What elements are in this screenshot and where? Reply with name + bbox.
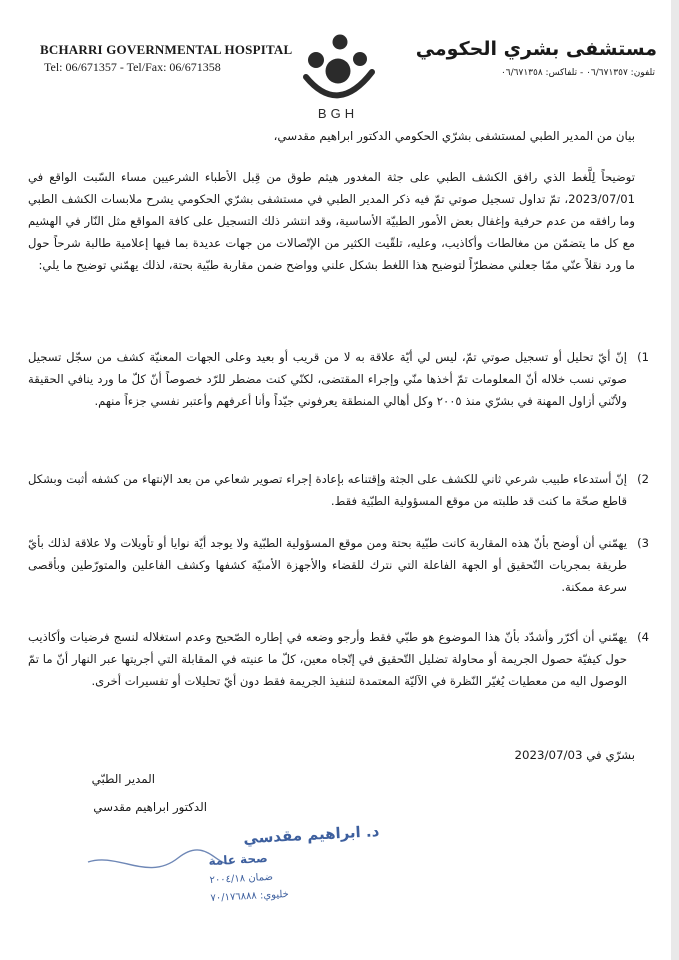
- item-number: 3): [637, 536, 649, 550]
- signature-place-date: بشرّي في 2023/07/03: [514, 748, 635, 762]
- signature-name: الدكتور ابراهيم مقدسي: [93, 800, 207, 814]
- stamp-name: د. ابراهيم مقدسي: [242, 822, 380, 848]
- logo-figure-right: [353, 52, 367, 66]
- statement-item: [28, 626, 649, 692]
- doctor-stamp: [58, 822, 380, 926]
- phone-line-en: Tel: 06/671357 - Tel/Fax: 06/671358: [44, 60, 221, 74]
- item-text: إنّ أستدعاء طبيب شرعي ثاني للكشف على الجثة وإقتناعه بإعادة إجراء تصوير شعاعي من بعد الإنتهاء من كشفه أثبت وبشكل قاطع صحّة ما كنت قد طلبته من موقع المسؤولية الطبّية فقط.: [28, 472, 627, 508]
- item-text: إنّ أيّ تحليل أو تسجيل صوتي تمّ، ليس لي أيّة علاقة به لا من قريب أو بعيد وعلى الجهات المعنيّة كشف من سجّل تسجيل صوتي نسب خلاله أنّ المعلومات تمّ أخذها منّي وإجراء المقتضى، لكنّي كنت مضطر للرّد خصوصاً أنّ كلّ ما ورد ينافي الحقيقة ولأنّني أزاول المهنة في بشرّي منذ ٢٠٠٥ وكل أهالي المنطقة يعرفوني جيّداً وأنا أعرفهم وأعتبر نفسي جزءاً منهم.: [28, 350, 627, 408]
- hospital-name-en: BCHARRI GOVERNMENTAL HOSPITAL: [40, 42, 293, 57]
- stamp-field: صحة عامة: [208, 851, 268, 869]
- hospital-name-ar: مستشفى بشري الحكومي: [415, 38, 657, 60]
- logo-figure-top: [333, 35, 348, 50]
- logo-text: BGH: [317, 106, 359, 121]
- item-number: 4): [637, 630, 649, 644]
- signature-role: المدير الطبّي: [91, 772, 155, 786]
- hospital-logo: [296, 30, 380, 122]
- stamp-mobile: خليوي: ٧٠/١٧٦٨٨٨: [210, 888, 290, 905]
- item-text: يهمّني أن أكرّر وأشدّد بأنّ هذا الموضوع هو طبّي فقط وأرجو وضعه في إطاره الصّحيح وعدم استغلاله لنسج فرضيات وأكاذيب حول كيفيّة حصول الجريمة أو محاولة تضليل التّحقيق في إتّجاه معين، كلّ ما عنيته في المقابلة التي أجريتها عبر النهار أنّ ما تمّ الوصول اليه من معطيات يُغيّر النّظرة في الآليّة المعتمدة لتنفيذ الجريمة فقط دون أيّ تحليلات أو تفسيرات أخرى.: [28, 630, 627, 688]
- statement-title: بيان من المدير الطبي لمستشفى بشرّي الحكومي الدكتور ابراهيم مقدسي،: [273, 129, 635, 143]
- page-edge: [671, 0, 679, 960]
- stamp-registration: ضمان ٢٠٠٤/١٨: [209, 871, 274, 887]
- item-number: 1): [637, 350, 649, 364]
- item-text: يهمّني أن أوضح بأنّ هذه المقاربة كانت طبّية بحتة ومن موقع المسؤولية الطبّية ولا يوجد أيّة نوايا أو تأويلات ولا علاقة لذلك بأيّ طريقة بمجريات التّحقيق أو الجهة الفاعلة التي نترك للقضاء والأجهزة الأمنيّة كشفها وكشف الفاعلين والمتورّطين وبأقصى سرعة ممكنة.: [28, 536, 627, 594]
- logo-figure-center: [326, 59, 351, 84]
- statement-item: [28, 532, 649, 598]
- intro-paragraph: توضيحاً لِلَّغط الذي رافق الكشف الطبي على جثة المغدور هيثم طوق من قِبل الأطباء الشرعيين مساء السّبت الواقع في 2023/07/01، تمّ تداول تسجيل صوتي تمّ فيه ذكر المدير الطبي في مستشفى بشرّي الحكومي يشرح ملابسات الكشف الطبي وما رافقه من عدم حرفية وإغفال بعض الأمور الطبيّة الأساسية، وقد انتشر ذلك التسجيل على كافة المواقع مثل النّار في الهشيم مع كل ما يتضمّن من مغالطات وأكاذيب، وعليه، تلقّيت الكثير من الإتّصالات من جهات عديدة بما فيها إعلامية طالبة شرحاً حول ما ورد نقلاً عنّي ممّا جعلني مضطرّاً لتوضيح هذا اللغط بشكل علني وواضح ضمن مقاربة طبّية بحتة، لذلك يهمّني توضيح ما يلي:: [28, 170, 635, 272]
- phone-line-ar: تلفون: ٠٦/٦٧١٣٥٧ - تلفاكس: ٠٦/٦٧١٣٥٨: [500, 68, 655, 78]
- item-number: 2): [637, 472, 649, 486]
- statement-item: [28, 346, 649, 412]
- statement-item: [28, 468, 649, 512]
- logo-figure-left: [308, 52, 324, 68]
